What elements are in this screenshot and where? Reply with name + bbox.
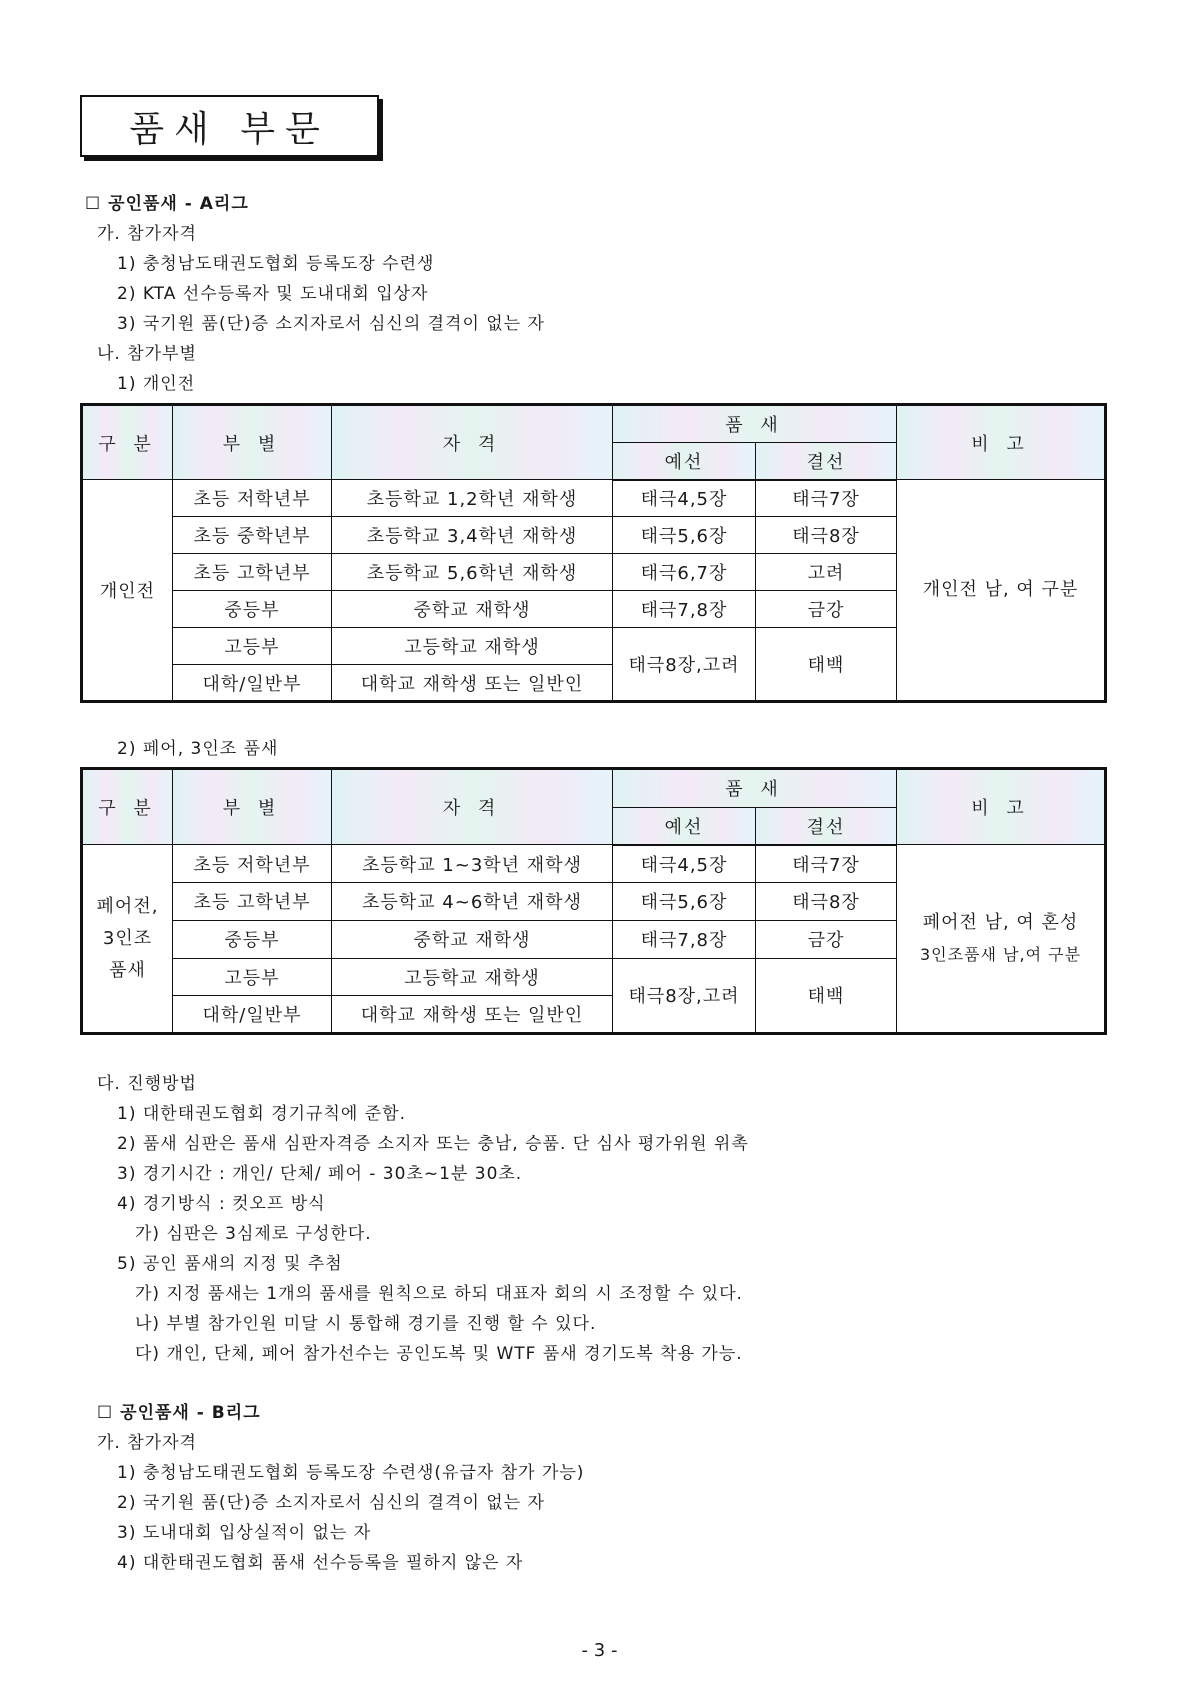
division-cell: 고등부 [173, 958, 332, 996]
header-category: 구 분 [82, 405, 173, 480]
remarks-cell: 개인전 남, 여 구분 [897, 480, 1106, 702]
final-cell: 태극8장 [756, 517, 897, 554]
page-number: - 3 - [581, 1640, 618, 1661]
remarks-cell [897, 845, 1106, 1034]
division-cell: 대학/일반부 [173, 665, 332, 702]
qualification-cell: 대학교 재학생 또는 일반인 [332, 665, 613, 702]
procedure-item: 1) 대한태권도협회 경기규칙에 준함. [117, 1104, 406, 1124]
division-cell: 고등부 [173, 628, 332, 665]
final-cell: 태극7장 [756, 845, 897, 883]
section-b-eligibility-4: 4) 대한태권도협회 품새 선수등록을 필하지 않은 자 [117, 1553, 524, 1573]
header-poomsae: 품 새 [613, 405, 897, 443]
procedure-item: 5) 공인 품새의 지정 및 추첨 [117, 1254, 343, 1274]
individual-title: 1) 개인전 [117, 374, 196, 394]
qualification-cell: 고등학교 재학생 [332, 958, 613, 996]
prelim-cell: 태극4,5장 [613, 480, 756, 517]
header-remarks: 비 고 [897, 405, 1106, 480]
pair-title: 2) 페어, 3인조 품새 [117, 739, 279, 759]
prelim-merged-cell: 태극8장,고려 [613, 628, 756, 702]
division-cell: 초등 저학년부 [173, 480, 332, 517]
division-cell: 중등부 [173, 591, 332, 628]
header-poomsae: 품 새 [613, 769, 897, 808]
header-division: 부 별 [173, 769, 332, 845]
final-cell: 태극8장 [756, 883, 897, 921]
procedure-item: 4) 경기방식 : 컷오프 방식 [117, 1194, 326, 1214]
final-cell: 금강 [756, 591, 897, 628]
remarks-line: 3인조품새 남,여 구분 [919, 944, 1082, 964]
category-line: 품새 [109, 959, 146, 981]
section-b-heading: ☐ 공인품새 - B리그 [97, 1403, 261, 1423]
section-b-eligibility-1: 1) 충청남도태권도협회 등록도장 수련생(유급자 참가 가능) [117, 1463, 585, 1483]
section-a-eligibility-3: 3) 국기원 품(단)증 소지자로서 심신의 결격이 없는 자 [117, 314, 545, 334]
final-cell: 금강 [756, 920, 897, 958]
category-line: 페어전, [96, 895, 159, 917]
header-prelim: 예선 [613, 443, 756, 480]
procedure-item: 3) 경기시간 : 개인/ 단체/ 페어 - 30초~1분 30초. [117, 1164, 523, 1184]
section-b-eligibility-3: 3) 도내대회 입상실적이 없는 자 [117, 1523, 372, 1543]
prelim-cell: 태극5,6장 [613, 517, 756, 554]
category-cell [82, 845, 173, 1034]
final-merged-cell: 태백 [756, 628, 897, 702]
division-cell: 초등 고학년부 [173, 554, 332, 591]
procedure-subitem: 나) 부별 참가인원 미달 시 통합해 경기를 진행 할 수 있다. [135, 1314, 597, 1334]
procedure-subitem: 가) 지정 품새는 1개의 품새를 원칙으로 하되 대표자 회의 시 조정할 수 있다. [135, 1284, 743, 1304]
individual-table [80, 403, 1107, 703]
prelim-cell: 태극7,8장 [613, 591, 756, 628]
final-cell: 태극7장 [756, 480, 897, 517]
procedure-subitem: 가) 심판은 3심제로 구성한다. [135, 1224, 372, 1244]
division-cell: 초등 고학년부 [173, 883, 332, 921]
page-title: 품새 부문 [80, 95, 379, 157]
header-final: 결선 [756, 807, 897, 845]
section-a-eligibility-1: 1) 충청남도태권도협회 등록도장 수련생 [117, 254, 435, 274]
section-b-eligibility-title: 가. 참가자격 [97, 1433, 197, 1453]
qualification-cell: 초등학교 4~6학년 재학생 [332, 883, 613, 921]
section-a-division-title: 나. 참가부별 [97, 344, 197, 364]
division-cell: 중등부 [173, 920, 332, 958]
section-b-eligibility-2: 2) 국기원 품(단)증 소지자로서 심신의 결격이 없는 자 [117, 1493, 545, 1513]
prelim-cell: 태극4,5장 [613, 845, 756, 883]
category-cell: 개인전 [82, 480, 173, 702]
qualification-cell: 중학교 재학생 [332, 591, 613, 628]
qualification-cell: 초등학교 3,4학년 재학생 [332, 517, 613, 554]
category-line: 3인조 [102, 927, 153, 949]
procedure-subitem: 다) 개인, 단체, 페어 참가선수는 공인도복 및 WTF 품새 경기도복 착용 가능. [135, 1344, 743, 1364]
header-division: 부 별 [173, 405, 332, 480]
prelim-cell: 태극5,6장 [613, 883, 756, 921]
division-cell: 대학/일반부 [173, 996, 332, 1034]
header-category: 구 분 [82, 769, 173, 845]
remarks-line: 페어전 남, 여 혼성 [922, 911, 1079, 933]
section-a-eligibility-title: 가. 참가자격 [97, 224, 197, 244]
qualification-cell: 중학교 재학생 [332, 920, 613, 958]
pair-table [80, 767, 1107, 1035]
qualification-cell: 초등학교 1~3학년 재학생 [332, 845, 613, 883]
qualification-cell: 초등학교 1,2학년 재학생 [332, 480, 613, 517]
prelim-merged-cell: 태극8장,고려 [613, 958, 756, 1033]
procedure-title: 다. 진행방법 [97, 1074, 197, 1094]
qualification-cell: 고등학교 재학생 [332, 628, 613, 665]
qualification-cell: 대학교 재학생 또는 일반인 [332, 996, 613, 1034]
division-cell: 초등 저학년부 [173, 845, 332, 883]
final-cell: 고려 [756, 554, 897, 591]
section-a-eligibility-2: 2) KTA 선수등록자 및 도내대회 입상자 [117, 284, 429, 304]
header-final: 결선 [756, 443, 897, 480]
header-qualification: 자 격 [332, 769, 613, 845]
final-merged-cell: 태백 [756, 958, 897, 1033]
header-remarks: 비 고 [897, 769, 1106, 845]
prelim-cell: 태극7,8장 [613, 920, 756, 958]
section-a-heading: ☐ 공인품새 - A리그 [85, 194, 249, 214]
division-cell: 초등 중학년부 [173, 517, 332, 554]
header-qualification: 자 격 [332, 405, 613, 480]
qualification-cell: 초등학교 5,6학년 재학생 [332, 554, 613, 591]
prelim-cell: 태극6,7장 [613, 554, 756, 591]
procedure-item: 2) 품새 심판은 품새 심판자격증 소지자 또는 충남, 승품. 단 심사 평가위원 위촉 [117, 1134, 749, 1154]
header-prelim: 예선 [613, 807, 756, 845]
